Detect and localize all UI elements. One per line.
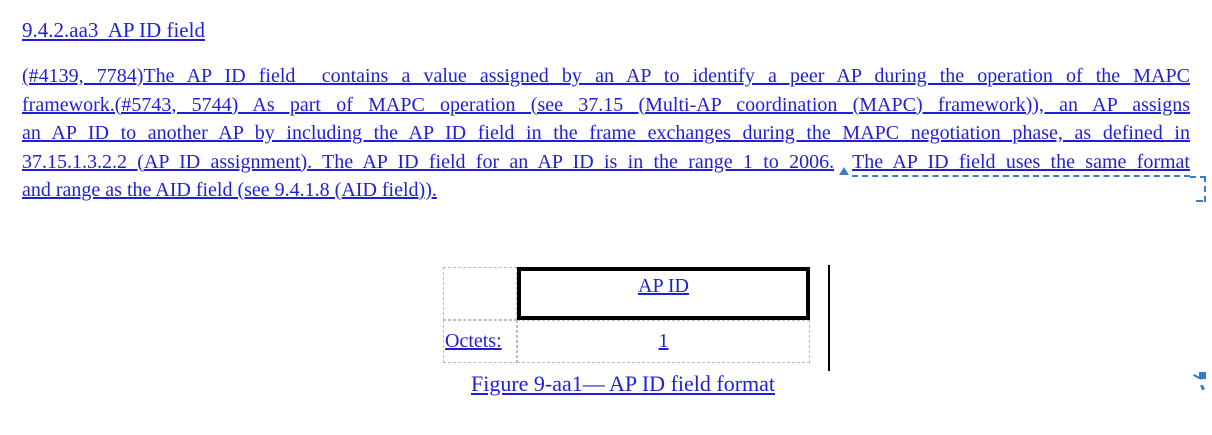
table-cell-octets-value <box>517 320 810 363</box>
octets-value: 1 <box>658 330 669 352</box>
paragraph-line-1: (#4139, 7784)The AP ID field contains a value assigned by an AP to identify a peer AP during the operation of the MAPC <box>22 65 1190 87</box>
ap-id-field-format-table <box>443 267 810 363</box>
comment-connector-bracket <box>1190 176 1206 202</box>
octets-label: Octets: <box>445 330 502 352</box>
field-name-label: AP ID <box>638 275 689 297</box>
paragraph-line-2: framework.(#5743, 5744) As part of MAPC operation (see 37.15 (Multi-AP coordination (MAPC) framework)), an AP assigns <box>22 93 1190 116</box>
change-bar <box>828 265 830 371</box>
paragraph-line-5: and range as the AID field (see 9.4.1.8 (AID field)). <box>22 179 437 201</box>
section-heading: 9.4.2.aa3 AP ID field <box>22 18 205 42</box>
paragraph-line-4 <box>22 148 1190 177</box>
table-cell-field-name <box>517 267 810 320</box>
table-cell-octets-label <box>443 320 517 363</box>
commented-text-range: The AP ID field uses the same format <box>852 151 1190 177</box>
paragraph-line-4-text: 37.15.1.3.2.2 (AP ID assignment). The AP ID field for an AP ID is in the range 1 to 2006. <box>22 150 835 173</box>
comment-marker-dot <box>1200 385 1205 391</box>
body-paragraph <box>22 62 1190 205</box>
comment-connector-end-dash <box>1196 200 1203 202</box>
comment-marker-icon <box>1193 372 1207 392</box>
table-cell-empty <box>443 267 517 320</box>
comment-anchor-caret-icon <box>839 167 849 175</box>
paragraph-line-3: an AP ID to another AP by including the AP ID field in the frame exchanges during the MAPC negotiation phase, as defined in <box>22 122 1190 144</box>
figure-caption: Figure 9-aa1— AP ID field format <box>470 371 776 396</box>
